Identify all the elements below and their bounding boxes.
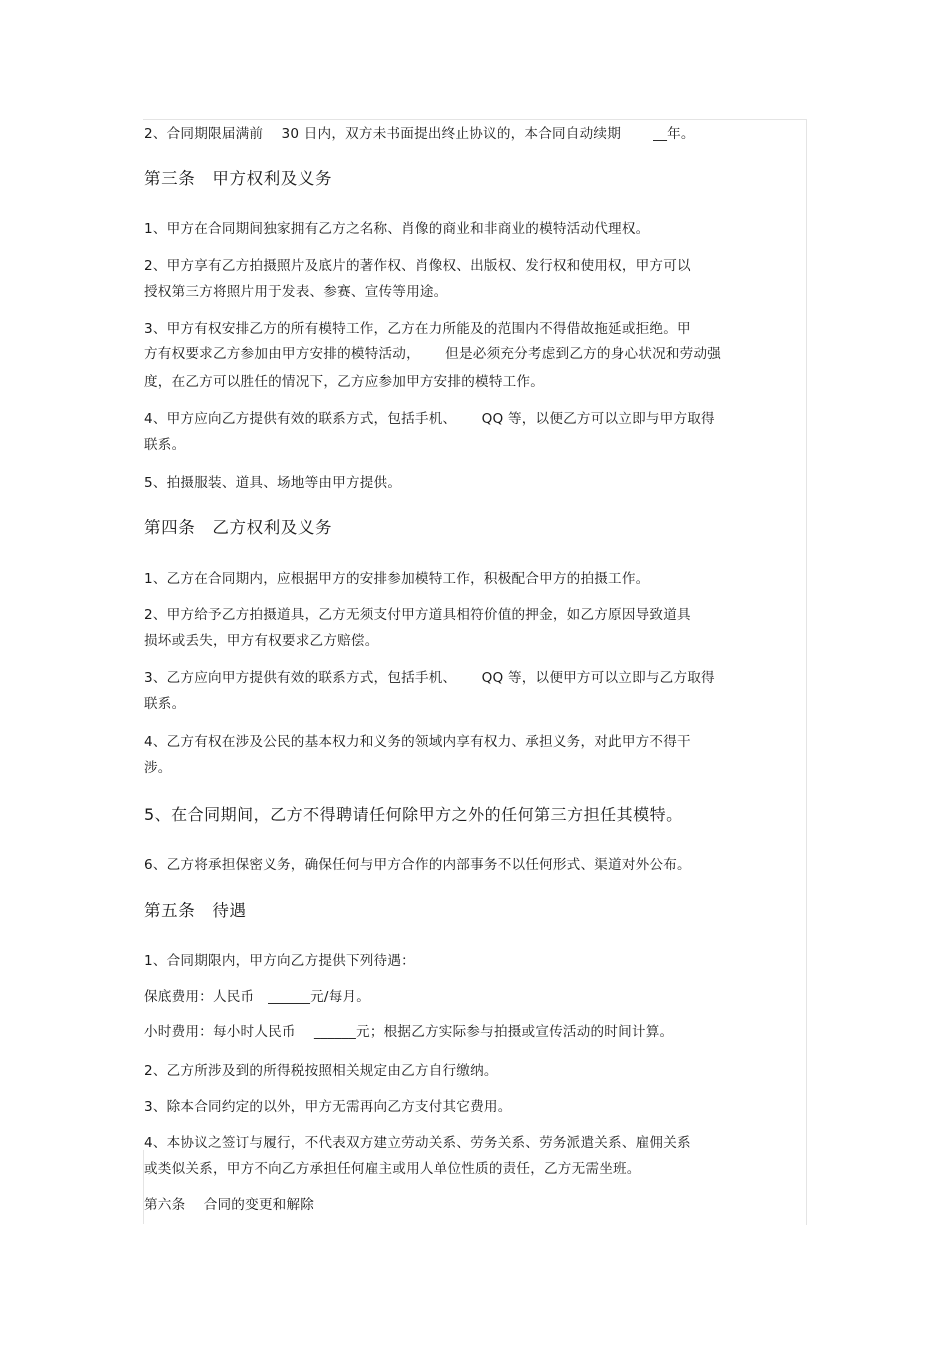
- article-3-heading: 第三条 甲方权利及义务: [144, 169, 333, 188]
- clause-4-4-line-2: 涉。: [144, 760, 172, 776]
- base-fee-line: 保底费用：人民币 ______元/每月。: [144, 989, 371, 1005]
- clause-3-4-line-1: 4、甲方应向乙方提供有效的联系方式，包括手机、 QQ 等，以便乙方可以立即与甲方取得: [144, 411, 715, 427]
- clause-4-6: 6、乙方将承担保密义务，确保任何与甲方合作的内部事务不以任何形式、渠道对外公布。: [144, 857, 691, 873]
- clause-3-1: 1、甲方在合同期间独家拥有乙方之名称、肖像的商业和非商业的模特活动代理权。: [144, 221, 650, 237]
- clause-5-1: 1、合同期限内，甲方向乙方提供下列待遇：: [144, 953, 415, 969]
- clause-3-5: 5、拍摄服装、道具、场地等由甲方提供。: [144, 475, 402, 491]
- clause-4-2-line-2: 损坏或丢失，甲方有权要求乙方赔偿。: [144, 633, 379, 649]
- clause-3-4-line-2: 联系。: [144, 437, 186, 453]
- clause-5-3: 3、除本合同约定的以外，甲方无需再向乙方支付其它费用。: [144, 1099, 512, 1115]
- clause-4-3-line-1: 3、乙方应向甲方提供有效的联系方式，包括手机、 QQ 等，以便甲方可以立即与乙方取得: [144, 670, 715, 686]
- clause-3-2-line-2: 授权第三方将照片用于发表、参赛、宣传等用途。: [144, 284, 448, 300]
- clause-4-2-line-1: 2、甲方给予乙方拍摄道具，乙方无须支付甲方道具相符价值的押金，如乙方原因导致道具: [144, 607, 691, 623]
- clause-2-2-line: 2、合同期限届满前 30 日内，双方未书面提出终止协议的，本合同自动续期 __年。: [144, 126, 695, 142]
- clause-4-1: 1、乙方在合同期内，应根据甲方的安排参加模特工作，积极配合甲方的拍摄工作。: [144, 571, 650, 587]
- clause-3-3-line-3: 度，在乙方可以胜任的情况下，乙方应参加甲方安排的模特工作。: [144, 374, 545, 390]
- article-5-heading: 第五条 待遇: [144, 901, 247, 920]
- clause-3-3-line-1: 3、甲方有权安排乙方的所有模特工作，乙方在力所能及的范围内不得借故拖延或拒绝。甲: [144, 321, 691, 337]
- article-6-heading: 第六条 合同的变更和解除: [144, 1197, 315, 1213]
- clause-5-4-line-1: 4、本协议之签订与履行，不代表双方建立劳动关系、劳务关系、劳务派遣关系、雇佣关系: [144, 1135, 691, 1151]
- clause-3-3-line-2: 方有权要求乙方参加由甲方安排的模特活动， 但是必须充分考虑到乙方的身心状况和劳动强: [144, 346, 722, 362]
- article-4-heading: 第四条 乙方权利及义务: [144, 518, 333, 537]
- hourly-fee-line: 小时费用：每小时人民币 ______元；根据乙方实际参与拍摄或宣传活动的时间计算。: [144, 1024, 674, 1040]
- clause-4-4-line-1: 4、乙方有权在涉及公民的基本权力和义务的领域内享有权力、承担义务，对此甲方不得干: [144, 734, 691, 750]
- clause-5-2: 2、乙方所涉及到的所得税按照相关规定由乙方自行缴纳。: [144, 1063, 498, 1079]
- clause-5-4-line-2: 或类似关系，甲方不向乙方承担任何雇主或用人单位性质的责任，乙方无需坐班。: [144, 1161, 641, 1177]
- clause-3-2-line-1: 2、甲方享有乙方拍摄照片及底片的著作权、肖像权、出版权、发行权和使用权，甲方可以: [144, 258, 691, 274]
- clause-4-3-line-2: 联系。: [144, 696, 186, 712]
- clause-4-5: 5、在合同期间，乙方不得聘请任何除甲方之外的任何第三方担任其模特。: [144, 805, 683, 824]
